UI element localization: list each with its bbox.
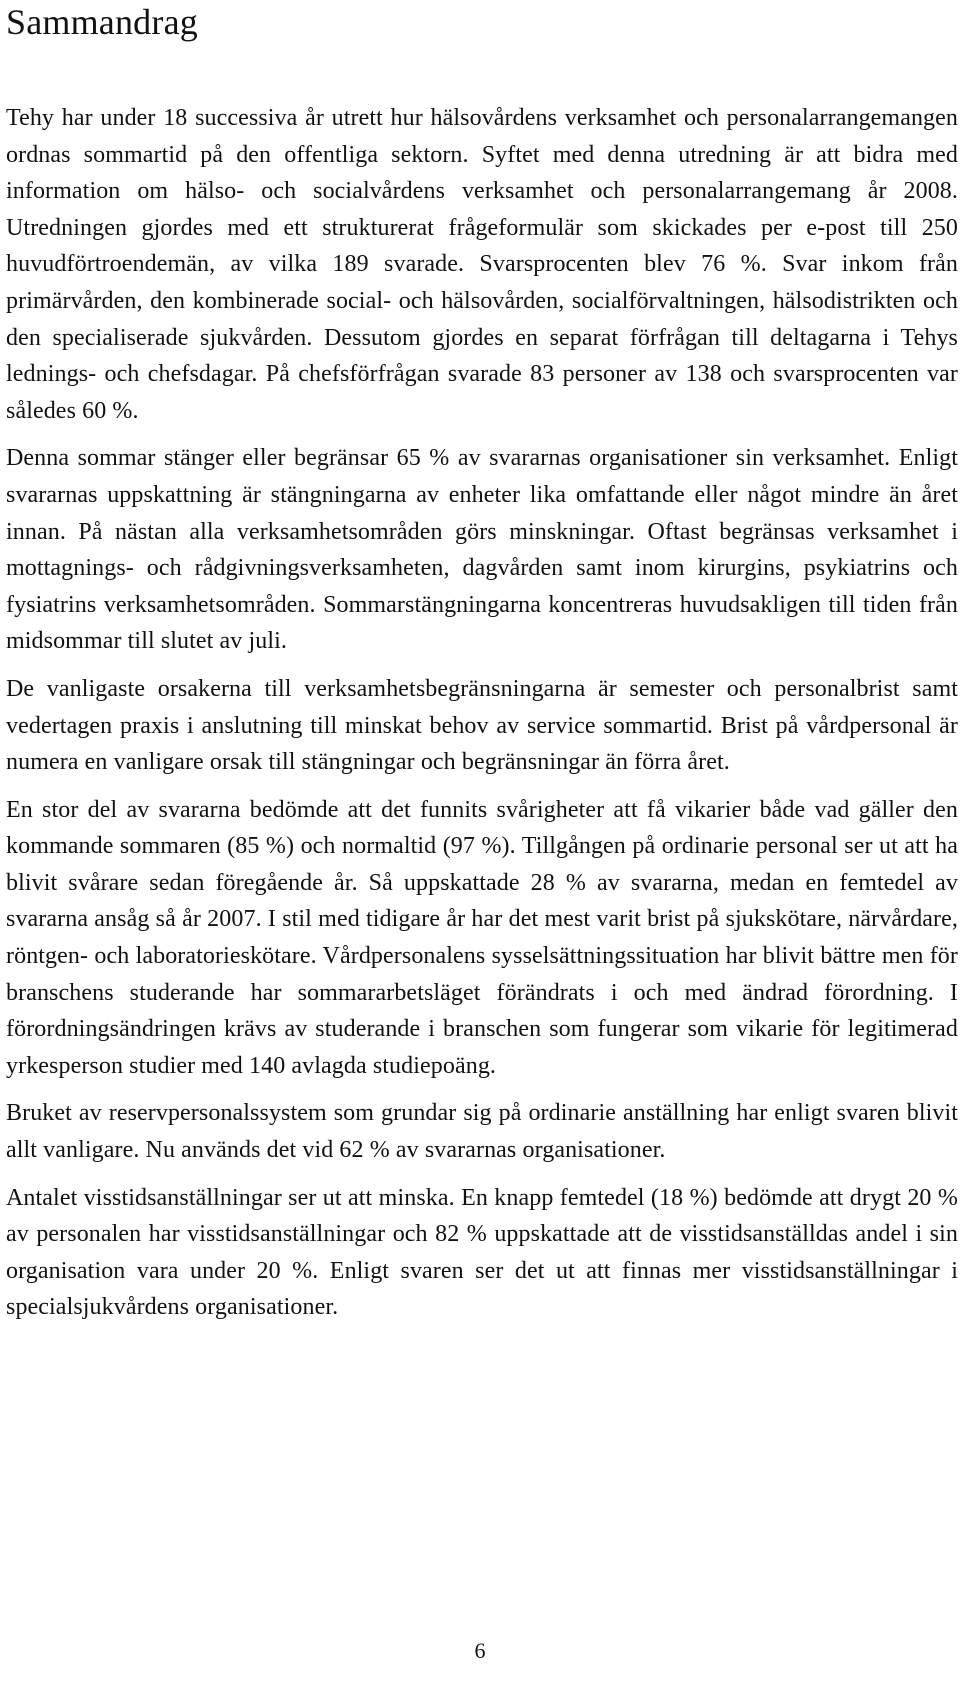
paragraph-temporary-employment: Antalet visstidsanställningar ser ut att minska. En knapp femtedel (18 %) bedömde att drygt 20 % av personalen har visstidsanställningar och 82 % uppskattade att de visstidsanställdas andel i sin organisation vara under 20 %. Enligt svaren ser det ut att finnas mer visstidsanställningar i specialsjukvårdens organisationer. (6, 1184, 958, 1321)
paragraph-causes: De vanligaste orsakerna till verksamhetsbegränsningarna är semester och personalbrist samt vedertagen praxis i anslutning till minskat behov av service sommartid. Brist på vårdpersonal är numera en vanligare orsak till stängningar och begränsningar än förra året. (6, 675, 958, 776)
summary-body (6, 100, 958, 1326)
document-page (6, 0, 958, 1337)
paragraph-substitute-shortage: En stor del av svararna bedömde att det funnits svårigheter att få vikarier både vad gäller den kommande sommaren (85 %) och normaltid (97 %). Tillgången på ordinarie personal ser ut att ha blivit svårare sedan föregående år. Så uppskattade 28 % av svararna, medan en femtedel av svararna ansåg så år 2007. I stil med tidigare år har det mest varit brist på sjukskötare, närvårdare, röntgen- och laboratorieskötare. Vårdpersonalens sysselsättningssituation har blivit bättre men för branschens studerande har sommararbetsläget förändrats i och med ändrad förordning. I förordningsändringen krävs av studerande i branschen som fungerar som vikarie för legitimerad yrkesperson studier med 140 avlagda studiepoäng. (6, 796, 958, 1079)
paragraph-survey-method: Tehy har under 18 successiva år utrett hur hälsovårdens verksamhet och personalarrangemangen ordnas sommartid på den offentliga sektorn. Syftet med denna utredning är att bidra med information om hälso- och socialvårdens verksamhet och personalarrangemang år 2008. Utredningen gjordes med ett strukturerat frågeformulär som skickades per e-post till 250 huvudförtroendemän, av vilka 189 svarade. Svarsprocenten blev 76 %. Svar inkom från primärvården, den kombinerade social- och hälsovården, socialförvaltningen, hälsodistrikten och den specialiserade sjukvården. Dessutom gjordes en separat förfrågan till deltagarna i Tehys lednings- och chefsdagar. På chefsförfrågan svarade 83 personer av 138 och svarsprocenten var således 60 %. (6, 105, 958, 424)
paragraph-summer-closures: Denna sommar stänger eller begränsar 65 % av svararnas organisationer sin verksamhet. Enligt svararnas uppskattning är stängningarna av enheter lika omfattande eller något mindre än året innan. På nästan alla verksamhetsområden görs minskningar. Oftast begränsas verksamhet i mottagnings- och rådgivningsverksamheten, dagvården samt inom kirurgins, psykiatrins och fysiatrins verksamhetsområden. Sommarstängningarna koncentreras huvudsakligen till tiden från midsommar till slutet av juli. (6, 445, 958, 655)
page-number: 6 (474, 1638, 486, 1663)
paragraph-reserve-staff: Bruket av reservpersonalssystem som grundar sig på ordinarie anställning har enligt svaren blivit allt vanligare. Nu används det vid 62 % av svararnas organisationer. (6, 1100, 958, 1164)
page-title: Sammandrag (6, 2, 198, 42)
